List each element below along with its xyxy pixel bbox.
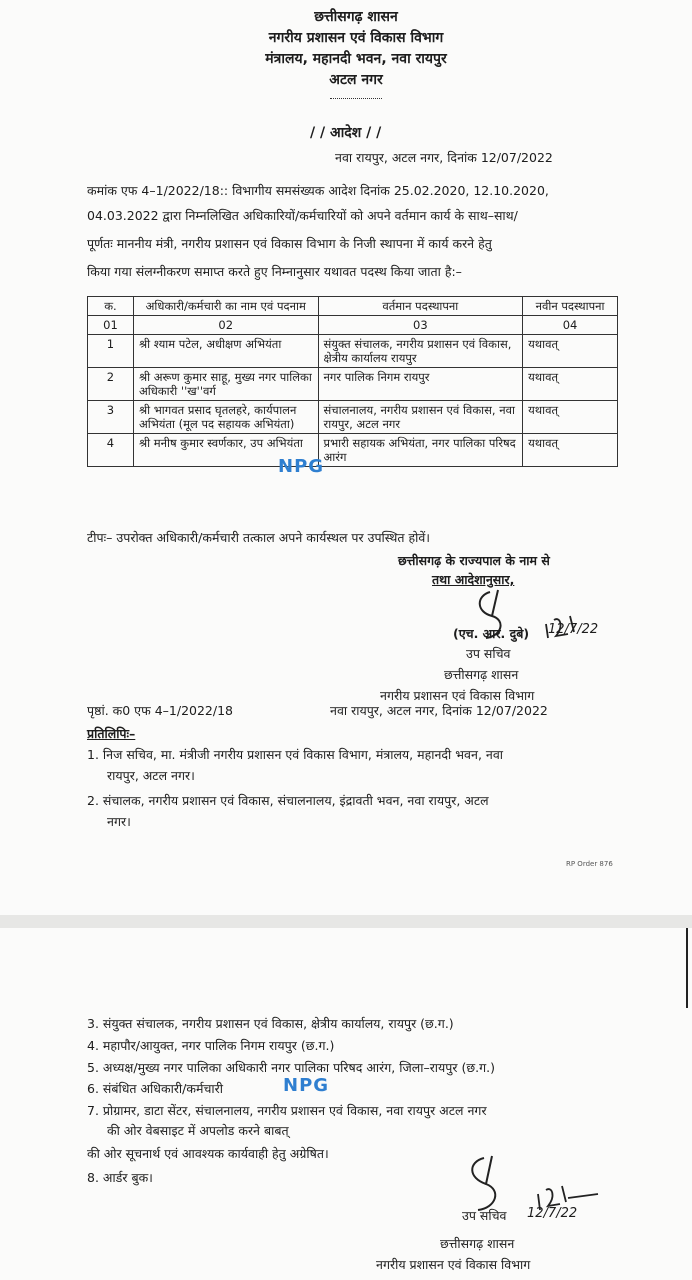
copy-item-8: 8. आर्डर बुक। (87, 1170, 153, 1185)
endorsement-place-date: नवा रायपुर, अटल नगर, दिनांक 12/07/2022 (330, 703, 548, 718)
row-serial: 4 (88, 434, 134, 467)
table-row (88, 368, 618, 401)
header-government: छत्तीसगढ़ शासन (314, 9, 398, 25)
copy-item-5: 5. अध्यक्ष/मुख्य नगर पालिका अधिकारी नगर पालिका परिषद आरंग, जिला–रायपुर (छ.ग.) (87, 1060, 495, 1075)
copy-item-4: 4. महापौर/आयुक्त, नगर पालिक निगम रायपुर (छ.ग.) (87, 1038, 335, 1053)
row-serial: 2 (88, 368, 134, 401)
copy-item-2-cont: नगर। (107, 814, 131, 829)
table-row (88, 434, 618, 467)
table-column-number: 01 (88, 316, 134, 335)
copy-item-7-cont: की ओर वेबसाइट में अपलोड करने बाबत् (107, 1123, 289, 1138)
signatory-department: नगरीय प्रशासन एवं विकास विभाग (380, 688, 535, 703)
header-department: नगरीय प्रशासन एवं विकास विभाग (268, 30, 444, 46)
row-current-posting: प्रभारी सहायक अभियंता, नगर पालिका परिषद आरंग (318, 434, 523, 467)
order-body-line-1: कमांक एफ 4–1/2022/18:: विभागीय समसंख्यक आदेश दिनांक 25.02.2020, 12.10.2020, (87, 183, 549, 198)
table-header-cell: अधिकारी/कर्मचारी का नाम एवं पदनाम (133, 297, 318, 316)
header-city: अटल नगर (329, 72, 383, 88)
row-officer-name: श्री भागवत प्रसाद घृतलहरे, कार्यपालन अभियंता (मूल पद सहायक अभियंता) (133, 401, 318, 434)
copy-item-1: 1. निज सचिव, मा. मंत्रीजी नगरीय प्रशासन एवं विकास विभाग, मंत्रालय, महानदी भवन, नवा (87, 747, 504, 762)
posting-table (87, 296, 618, 467)
row-officer-name: श्री श्याम पटेल, अधीक्षण अभियंता (133, 335, 318, 368)
signatory-department: नगरीय प्रशासन एवं विकास विभाग (376, 1257, 531, 1272)
npg-watermark: NPG (278, 456, 325, 477)
npg-watermark: NPG (283, 1075, 330, 1096)
signatory-designation: उप सचिव (462, 1208, 507, 1223)
row-serial: 3 (88, 401, 134, 434)
row-new-posting: यथावत् (523, 368, 618, 401)
copy-item-1-cont: रायपुर, अटल नगर। (107, 768, 195, 783)
header-underline (330, 98, 382, 99)
table-column-number: 03 (318, 316, 523, 335)
table-row (88, 401, 618, 434)
table-column-number: 04 (523, 316, 618, 335)
order-place-date: नवा रायपुर, अटल नगर, दिनांक 12/07/2022 (335, 150, 553, 165)
row-current-posting: संचालनालय, नगरीय प्रशासन एवं विकास, नवा रायपुर, अटल नगर (318, 401, 523, 434)
row-current-posting: संयुक्त संचालक, नगरीय प्रशासन एवं विकास, क्षेत्रीय कार्यालय रायपुर (318, 335, 523, 368)
table-header-cell: नवीन पदस्थापना (523, 297, 618, 316)
row-new-posting: यथावत् (523, 434, 618, 467)
copy-item-7: 7. प्रोग्रामर, डाटा सेंटर, संचालनालय, नगरीय प्रशासन एवं विकास, नवा रायपुर अटल नगर (87, 1103, 487, 1118)
page-edge-line (686, 928, 688, 1008)
table-column-number: 02 (133, 316, 318, 335)
endorsement-reference: पृष्ठां. क0 एफ 4–1/2022/18 (87, 703, 233, 718)
note-text: टीपः– उपरोक्त अधिकारी/कर्मचारी तत्काल अपने कार्यस्थल पर उपस्थित होवें। (87, 530, 431, 545)
table-row (88, 335, 618, 368)
signature-authority-line-2: तथा आदेशानुसार, (432, 572, 515, 587)
signatory-name: (एच. आर. दुबे) (453, 626, 530, 641)
copy-item-3: 3. संयुक्त संचालक, नगरीय प्रशासन एवं विकास, क्षेत्रीय कार्यालय, रायपुर (छ.ग.) (87, 1016, 454, 1031)
page-separator (0, 915, 692, 928)
row-current-posting: नगर पालिक निगम रायपुर (318, 368, 523, 401)
table-header-cell: क. (88, 297, 134, 316)
row-serial: 1 (88, 335, 134, 368)
table-header-row (88, 297, 618, 316)
copy-item-6: 6. संबंधित अधिकारी/कर्मचारी (87, 1081, 223, 1096)
order-body-line-3: पूर्णतः माननीय मंत्री, नगरीय प्रशासन एवं विकास विभाग के निजी स्थापना में कार्य करने हेतु (87, 236, 492, 251)
table-header-cell: वर्तमान पदस्थापना (318, 297, 523, 316)
order-body-line-2: 04.03.2022 द्वारा निम्नलिखित अधिकारियों/कर्मचारियों को अपने वर्तमान कार्य के साथ–साथ/ (87, 208, 518, 223)
row-new-posting: यथावत् (523, 401, 618, 434)
row-new-posting: यथावत् (523, 335, 618, 368)
row-officer-name: श्री मनीष कुमार स्वर्णकार, उप अभियंता (133, 434, 318, 467)
copy-heading: प्रतिलिपिः– (87, 726, 136, 741)
signatory-designation: उप सचिव (466, 646, 511, 661)
order-title: / / आदेश / / (310, 125, 382, 141)
signatory-government: छत्तीसगढ़ शासन (440, 1236, 515, 1251)
signatory-government: छत्तीसगढ़ शासन (444, 667, 519, 682)
table-number-row (88, 316, 618, 335)
row-officer-name: श्री अरूण कुमार साहू, मुख्य नगर पालिका अधिकारी ''ख''वर्ग (133, 368, 318, 401)
header-address: मंत्रालय, महानदी भवन, नवा रायपुर (265, 51, 447, 67)
signature-date: 12/7/22 (548, 622, 599, 637)
copy-item-2: 2. संचालक, नगरीय प्रशासन एवं विकास, संचालनालय, इंद्रावती भवन, नवा रायपुर, अटल (87, 793, 489, 808)
order-page-2 (0, 928, 692, 1280)
forward-text: की ओर सूचनार्थ एवं आवश्यक कार्यवाही हेतु अग्रेषित। (87, 1146, 329, 1161)
footer-code: RP Order 876 (566, 860, 613, 868)
signature-date: 12/7/22 (527, 1206, 578, 1221)
signature-authority-line-1: छत्तीसगढ़ के राज्यपाल के नाम से (398, 553, 550, 568)
order-body-line-4: किया गया संलग्नीकरण समाप्त करते हुए निम्नानुसार यथावत पदस्थ किया जाता है:– (87, 264, 462, 279)
